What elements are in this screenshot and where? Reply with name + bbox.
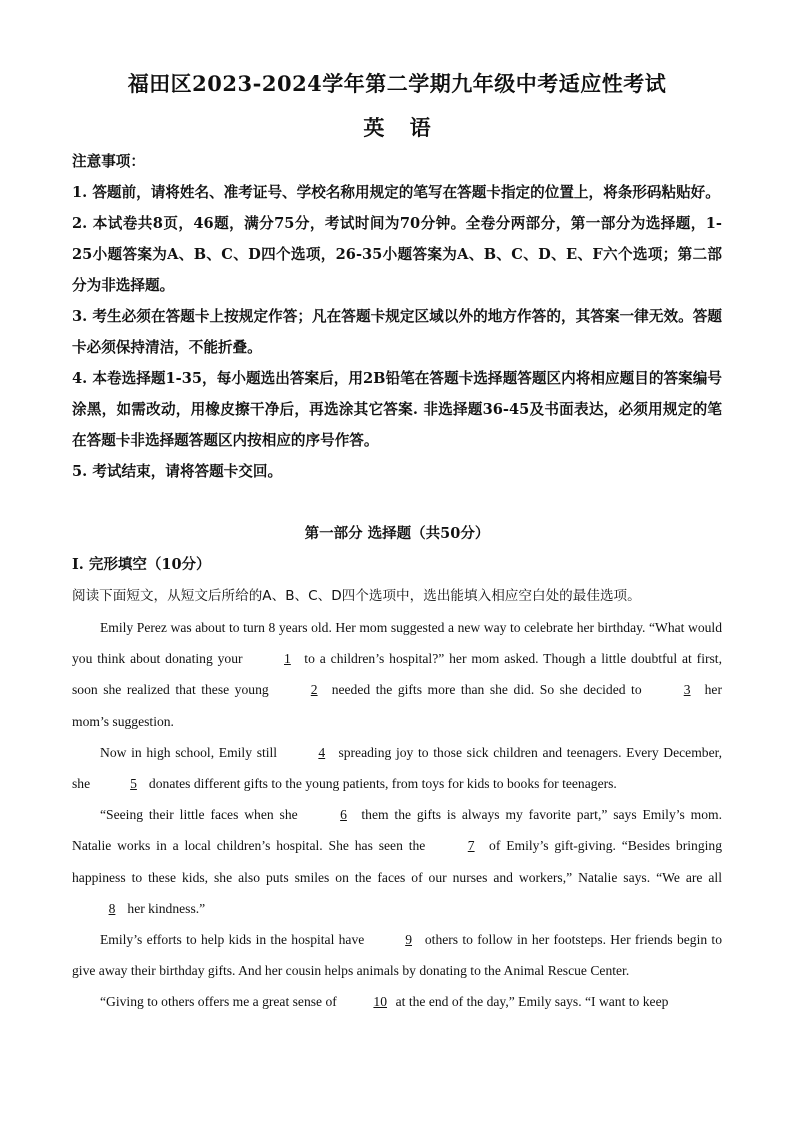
blank-8: 8 (108, 900, 116, 916)
note-item-1: 1. 答题前，请将姓名、准考证号、学校名称用规定的笔写在答题卡指定的位置上，将条形码粘贴好。 (72, 184, 720, 201)
blank-1: 1 (284, 651, 291, 667)
blank-3: 3 (683, 682, 691, 698)
note-item-2: 2. 本试卷共8页，46题，满分75分，考试时间为70分钟。全卷分两部分，第一部分为选择题，1-25小题答案为A、B、C、D四个选项，26-35小题答案为A、B、C、D、E、F六个选项；第二部分为非选择题。 (72, 215, 722, 294)
cloze-instruction: 阅读下面短文，从短文后所给的A、B、C、D四个选项中，选出能填入相应空白处的最佳选项。 (72, 588, 641, 604)
note-item-5: 5. 考试结束，请将答题卡交回。 (72, 463, 283, 480)
blank-7: 7 (467, 838, 475, 854)
part-one-heading: 第一部分 选择题（共50分） (304, 525, 490, 542)
passage-paragraph-5: “Giving to others offers me a great sense of 10 at the end of the day,” Emily says. “I want to keep (72, 986, 722, 1017)
blank-4: 4 (318, 744, 326, 760)
notes-heading: 注意事项： (72, 153, 145, 170)
passage-paragraph-3: “Seeing their little faces when she 6 them the gifts is always my favorite part,” says Emily’s mom. Natalie works in a local children’s hospital. She has seen the 7 of Emily’s gift-giving. “Besides bringing happiness to these kids, she also puts smiles on the faces of our nurses and workers,” Natalie says. “We are all 8 her kindness.” (72, 799, 722, 924)
exam-subject: 英 语 (363, 115, 431, 140)
blank-6: 6 (340, 807, 347, 823)
passage-paragraph-1: Emily Perez was about to turn 8 years old. Her mom suggested a new way to celebrate her birthday. “What would you think about donating your 1 to a children’s hospital?” her mom asked. Though a little doubtful at first, soon she realized that these young 2 needed the gifts more than she did. So she decided to 3 her mom’s suggestion. (72, 620, 722, 729)
passage-paragraph-2: Now in high school, Emily still 4 spreading joy to those sick children and teenagers. Every December, she 5 donates different gifts to the young patients, from toys for kids to books for teenagers. (72, 737, 722, 799)
passage-paragraph-4: Emily’s efforts to help kids in the hospital have 9 others to follow in her footsteps. Her friends begin to give away their birthday gifts. And her cousin helps animals by donating to the Animal Rescue Center. (72, 924, 722, 986)
blank-10: 10 (373, 994, 388, 1010)
cloze-passage (72, 612, 722, 1018)
blank-9: 9 (405, 932, 412, 948)
instructions-block (72, 146, 722, 487)
note-item-3: 3. 考生必须在答题卡上按规定作答；凡在答题卡规定区域以外的地方作答的，其答案一律无效。答题卡必须保持清洁，不能折叠。 (72, 308, 722, 356)
blank-5: 5 (130, 776, 137, 792)
note-item-4: 4. 本卷选择题1-35，每小题选出答案后，用2B铅笔在答题卡选择题答题区内将相应题目的答案编号涂黑，如需改动，用橡皮擦干净后，再选涂其它答案. 非选择题36-45及书面表达，必须用规定的笔在答题卡非选择题答题区内按相应的序号作答。 (72, 370, 722, 449)
cloze-section-heading: Ⅰ. 完形填空（10分） (72, 556, 211, 573)
exam-title: 福田区2023-2024学年第二学期九年级中考适应性考试 (127, 71, 667, 96)
blank-2: 2 (310, 682, 318, 698)
